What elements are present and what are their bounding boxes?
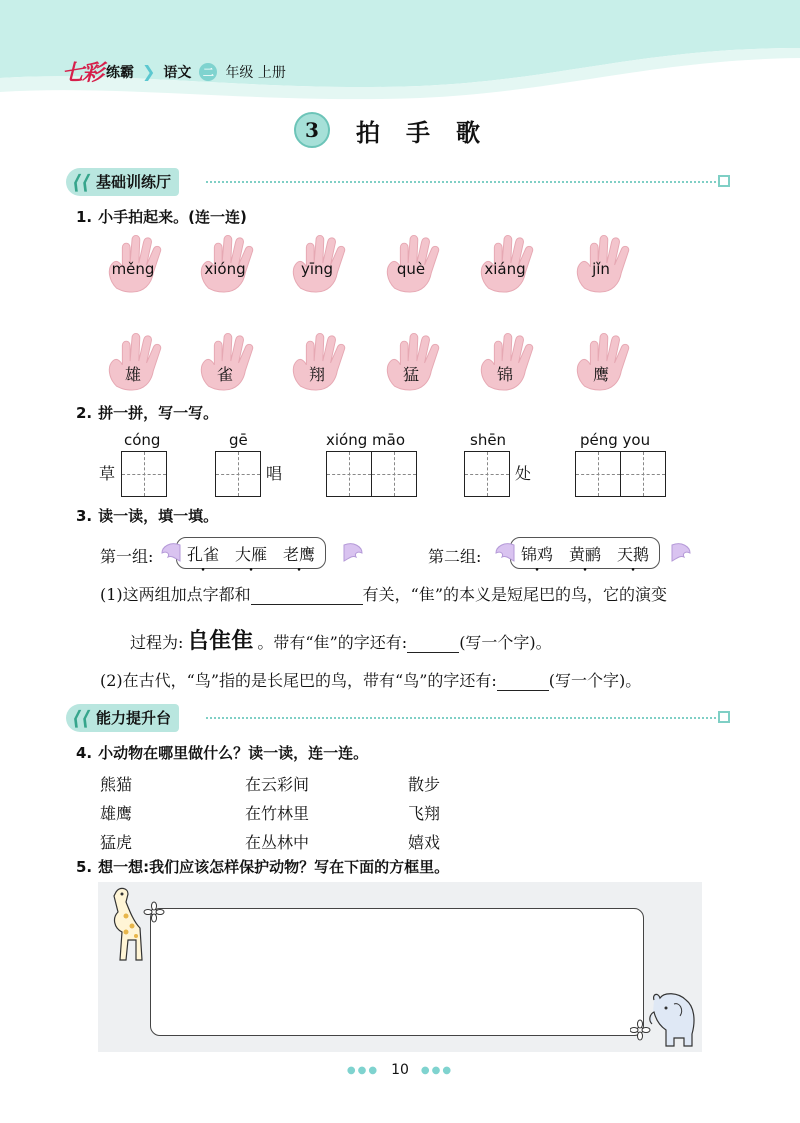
section-title: 基础训练厅	[96, 173, 172, 191]
writing-grid-5b[interactable]	[620, 451, 666, 497]
pinyin-label: xióng	[204, 260, 246, 278]
fill-blank-2[interactable]	[407, 633, 459, 653]
list-item[interactable]: 在丛林中	[245, 833, 310, 852]
list-item[interactable]: 猛虎	[100, 833, 133, 852]
page-footer	[0, 1062, 800, 1078]
evolution-glyphs: 𠂤隹隹	[187, 628, 254, 654]
pinyin-hand-3[interactable]	[282, 234, 352, 294]
word: 大雁 •	[235, 542, 267, 565]
section-header-basic	[66, 168, 730, 198]
text: (写一个字)。	[459, 633, 552, 652]
subject: 语文	[163, 64, 192, 81]
pinyin-5: péng you	[580, 431, 651, 449]
word-group-2	[510, 537, 660, 569]
wing-right-icon	[670, 541, 692, 565]
question-text: 想一想:我们应该怎样保护动物？写在下面的方框里。	[98, 858, 450, 876]
group-2-label: 第二组:	[428, 547, 482, 566]
word: 黄鹂 •	[569, 542, 601, 565]
text: (写一个字)。	[548, 671, 642, 690]
question-5	[76, 856, 449, 877]
brand-name: 练霸	[106, 64, 135, 81]
question-text: 小手拍起来。(连一连)	[98, 208, 247, 226]
pinyin-label: měng	[111, 260, 155, 278]
writing-grid-3b[interactable]	[371, 451, 417, 497]
pinyin-1: cóng	[124, 431, 161, 449]
lesson-title	[0, 112, 800, 148]
pinyin-hand-1[interactable]	[98, 234, 168, 294]
lesson-name: 拍手歌	[356, 117, 506, 147]
question-2	[76, 402, 218, 423]
match-column-3	[408, 770, 440, 857]
text: (1)这两组加点字都和	[100, 585, 251, 604]
group-1-label: 第一组:	[100, 547, 154, 566]
q3-paragraph-1b	[130, 624, 552, 655]
pinyin-hand-6[interactable]	[566, 234, 636, 294]
char-before-1: 草	[99, 464, 116, 483]
pinyin-hand-5[interactable]	[470, 234, 540, 294]
char-label: 翔	[308, 365, 325, 384]
q3-paragraph-2	[100, 668, 641, 691]
writing-grid-5a[interactable]	[575, 451, 621, 497]
wing-right-icon	[342, 541, 364, 565]
question-number: 3.	[76, 507, 93, 525]
question-4	[76, 742, 368, 763]
char-after-2: 唱	[266, 464, 283, 483]
pinyin-label: jǐn	[592, 260, 610, 278]
question-number: 5.	[76, 858, 93, 876]
word: 锦鸡 •	[521, 542, 553, 565]
pinyin-3: xióng māo	[326, 431, 405, 449]
match-column-2	[245, 770, 309, 857]
list-item[interactable]: 在云彩间	[245, 775, 310, 794]
text: 。带有“隹”的字还有:	[257, 633, 408, 652]
section-icon: ⟨⟨	[72, 706, 91, 730]
question-number: 4.	[76, 744, 93, 762]
char-hand-2[interactable]	[190, 332, 260, 392]
word-group-1	[176, 537, 326, 569]
pinyin-hand-2[interactable]	[190, 234, 260, 294]
question-text: 读一读，填一填。	[98, 507, 219, 525]
question-number: 1.	[76, 208, 93, 226]
list-item[interactable]: 雄鹰	[100, 804, 133, 823]
pinyin-label: xiáng	[484, 260, 526, 278]
char-hand-3[interactable]	[282, 332, 352, 392]
char-hand-5[interactable]	[470, 332, 540, 392]
text: 过程为:	[130, 633, 184, 652]
lesson-number: 3	[294, 112, 330, 148]
pinyin-4: shēn	[470, 431, 507, 449]
pinyin-hand-4[interactable]	[376, 234, 446, 294]
section-title: 能力提升台	[96, 709, 172, 727]
writing-grid-3a[interactable]	[326, 451, 372, 497]
pinyin-label: yīng	[300, 260, 334, 278]
writing-grid-4[interactable]	[464, 451, 510, 497]
wing-left-icon	[494, 541, 516, 565]
word: 天鹅 •	[617, 542, 649, 565]
wing-left-icon	[160, 541, 182, 565]
char-label: 鹰	[592, 365, 609, 384]
list-item[interactable]: 飞翔	[408, 804, 441, 823]
pinyin-2: gē	[229, 431, 248, 449]
question-3	[76, 505, 218, 526]
dots-icon: ●●●	[420, 1064, 454, 1076]
char-after-4: 处	[515, 464, 532, 483]
list-item[interactable]: 在竹林里	[245, 804, 310, 823]
chevron-right-icon: ❯	[142, 62, 156, 81]
char-hand-1[interactable]	[98, 332, 168, 392]
page-number: 10	[391, 1062, 409, 1078]
text: 有关，“隹”的本义是短尾巴的鸟，它的演变	[362, 585, 668, 604]
question-text: 小动物在哪里做什么？读一读，连一连。	[98, 744, 369, 762]
list-item[interactable]: 嬉戏	[408, 833, 441, 852]
grade-number: 二	[199, 63, 217, 81]
word: 老鹰 •	[283, 542, 315, 565]
brand-header	[62, 56, 286, 87]
pinyin-label: què	[396, 260, 426, 278]
question-text: 拼一拼，写一写。	[98, 404, 219, 422]
char-hand-4[interactable]	[376, 332, 446, 392]
grade-text: 年级 上册	[225, 64, 286, 81]
section-icon: ⟨⟨	[72, 170, 91, 194]
elephant-icon	[630, 990, 706, 1050]
section-header-advanced	[66, 704, 730, 734]
fill-blank-3[interactable]	[497, 671, 549, 691]
writing-grid-2[interactable]	[215, 451, 261, 497]
match-column-1	[100, 770, 132, 857]
list-item[interactable]: 散步	[408, 775, 441, 794]
word: 孔雀 •	[187, 542, 219, 565]
brand-logo: 七彩	[62, 61, 103, 86]
char-label: 雄	[124, 365, 141, 384]
q3-paragraph-1	[100, 582, 667, 605]
list-item[interactable]: 熊猫	[100, 775, 133, 794]
text: (2)在古代，“鸟”指的是长尾巴的鸟，带有“鸟”的字还有:	[100, 671, 497, 690]
giraffe-icon	[96, 882, 166, 970]
char-label: 猛	[402, 365, 419, 384]
char-label: 锦	[496, 365, 513, 384]
dots-icon: ●●●	[346, 1064, 380, 1076]
fill-blank-1[interactable]	[251, 585, 363, 605]
writing-grid-1[interactable]	[121, 451, 167, 497]
char-hand-6[interactable]	[566, 332, 636, 392]
header-wave	[0, 0, 800, 110]
char-label: 雀	[216, 365, 233, 384]
question-number: 2.	[76, 404, 93, 422]
question-1	[76, 206, 247, 227]
answer-box[interactable]	[150, 908, 644, 1036]
